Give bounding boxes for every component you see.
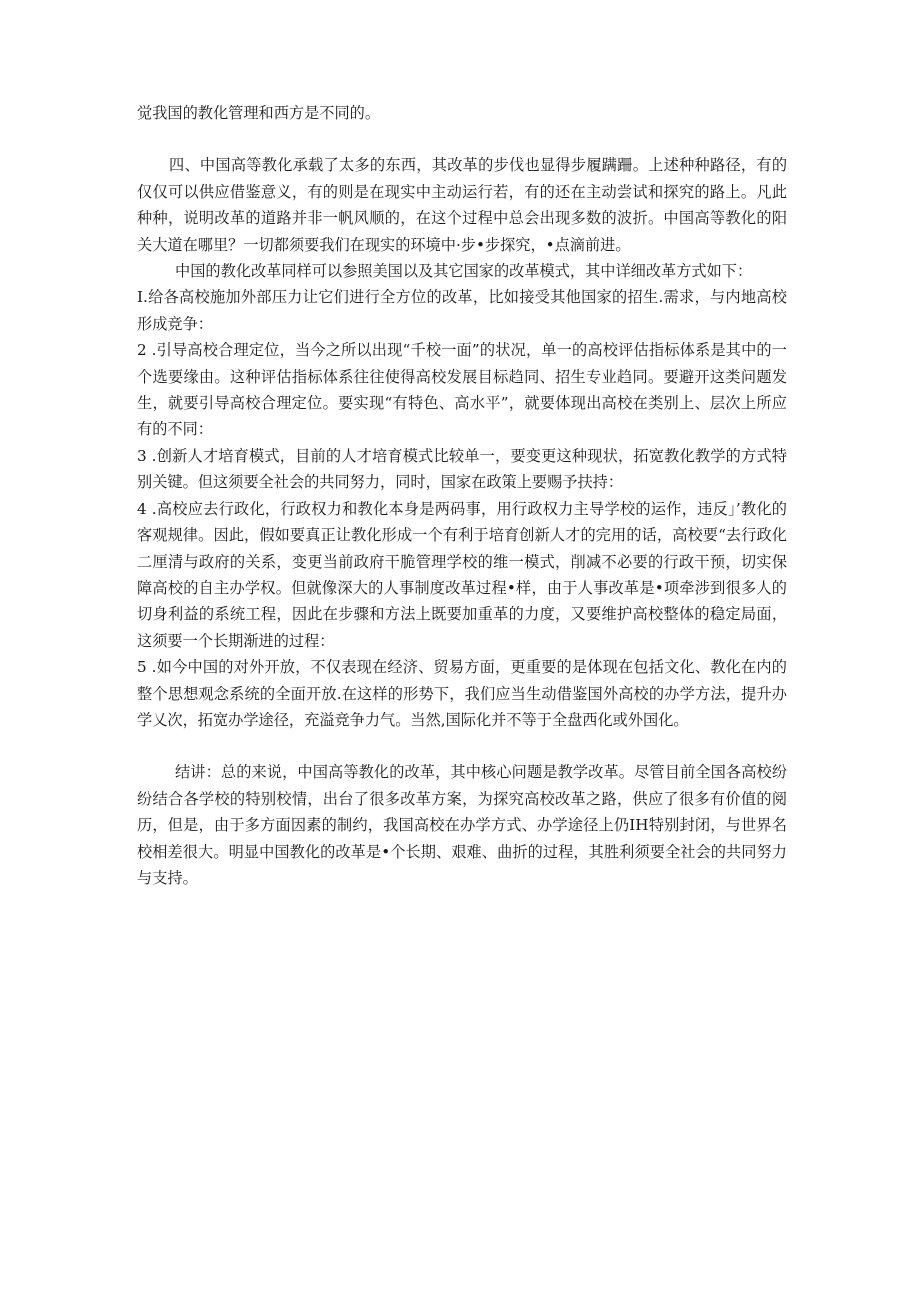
conclusion-paragraph: 结讲：总的来说，中国高等教化的改革，其中核心问题是教学改革。尽管目前全国各高校纷纷结合各学校的特别校情，出台了很多改革方案，为探究高校改革之路，供应了很多有价值的阅历，但是，由于多方面因素的制约，我国高校在办学方式、办学途径上仍IH特别封闭，与世界名校相差很大。明显中国教化的改革是•个长期、艰难、曲折的过程，其胜利须要全社会的共同努力与支持。 xyxy=(137,763,787,887)
list-item-4: 4 .高校应去行政化，行政权力和教化本身是两码事，用行政权力主导学校的运作，违反」’教化的客观规律。因此，假如要真正让教化形成一个有利于培育创新人才的完用的话，高校要“去行政化二厘清与政府的关系，变更当前政府干脆管理学校的维一模式，削减不必要的行政干预，切实保障高校的自主办学权。但就像深大的人事制度改革过程•样，由于人事改革是•项牵涉到很多人的切身利益的系统工程，因此在步骤和方法上既要加重革的力度，又要维护高校整体的稳定局面，这须要一个长期渐进的过程： xyxy=(137,499,787,650)
paragraph-gap xyxy=(137,733,787,759)
section-four-paragraph: 四、中国高等教化承载了太多的东西，其改革的步伐也显得步履蹒跚。上述种种路径，有的仅仅可以供应借鉴意义，有的则是在现实中主动运行若，有的还在主动尝试和探究的路上。凡此种种，说明改革的道路并非一帆风顺的，在这个过程中总会出现多数的波折。中国高等教化的阳关大道在哪里？一切都须要我们在现实的环境中·步•步探究，•点滴前进。 xyxy=(137,156,787,254)
paragraph-gap xyxy=(137,126,787,152)
list-item-3: 3 .创新人才培育模式，目前的人才培育模式比较单一，要变更这种现状，拓宽教化教学的方式特别关键。但这须要全社会的共同努力，同时，国家在政策上要赐予扶持： xyxy=(137,446,787,492)
document-page xyxy=(137,100,787,891)
continuation-paragraph: 觉我国的教化管理和西方是不同的。 xyxy=(137,104,380,122)
list-item-5: 5 .如今中国的对外开放，不仅表现在经济、贸易方面，更重要的是体现在包括文化、教化在内的整个思想观念系统的全面开放.在这样的形势下，我们应当生动借鉴国外高校的办学方法，提升办学乂次，拓宽办学途径，充溢竞争力气。当然,国际化并不等于全盘西化或外国化。 xyxy=(137,658,787,729)
list-item-2: 2 .引导高校合理定位，当今之所以出现“千校一面”的状况，单一的高校评估指标体系是其中的一个选要缘由。这种评估指标体系往往使得高校发展目标趋同、招生专业趋同。要避开这类问题发生，就要引导高校合理定位。要实现“有特色、高水平”，就要体现出高校在类别上、层次上所应有的不同： xyxy=(137,341,787,439)
intro-paragraph: 中国的教化改革同样可以参照美国以及其它国家的改革模式，其中详细改革方式如下： xyxy=(175,262,753,281)
list-item-1: I.给各高校施加外部压力让它们进行全方位的改革，比如接受其他国家的招生.需求，与内地高校形成竞争： xyxy=(137,288,787,333)
